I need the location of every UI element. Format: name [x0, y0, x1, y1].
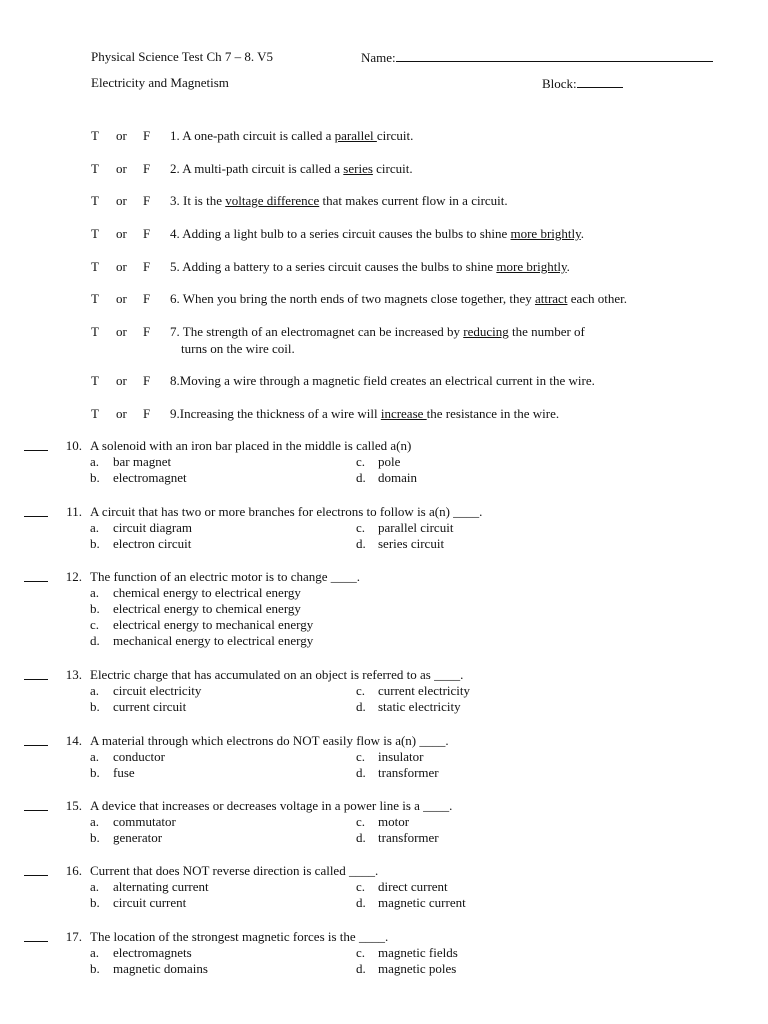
false-option[interactable]: F: [143, 161, 151, 176]
answer-option[interactable]: series circuit: [378, 536, 445, 551]
true-option[interactable]: T: [91, 128, 99, 143]
tf-question: [0, 406, 768, 424]
statement-text: 4. Adding a light bulb to a series circuit causes the bulbs to shine: [170, 226, 511, 241]
question-text: The location of the strongest magnetic forces is the ____.: [90, 929, 389, 944]
option-letter: d.: [356, 699, 366, 714]
question-number: 10.: [65, 438, 82, 453]
or-text: or: [116, 259, 127, 274]
mc-question: [0, 733, 768, 783]
underlined-term: attract: [534, 291, 568, 306]
answer-option[interactable]: insulator: [378, 749, 424, 764]
option-letter: a.: [90, 520, 100, 535]
true-option[interactable]: T: [91, 373, 99, 388]
question-text: A solenoid with an iron bar placed in the middle is called a(n): [90, 438, 412, 453]
option-letter: c.: [356, 520, 366, 535]
mc-question: [0, 798, 768, 848]
false-option[interactable]: F: [143, 128, 151, 143]
answer-option[interactable]: parallel circuit: [378, 520, 454, 535]
question-number: 12.: [65, 569, 82, 584]
question-text: The function of an electric motor is to change ____.: [90, 569, 361, 584]
tf-statement: [170, 193, 508, 209]
true-option[interactable]: T: [91, 291, 99, 306]
answer-blank[interactable]: [24, 569, 48, 582]
underlined-term: parallel: [334, 128, 377, 143]
answer-option[interactable]: electrical energy to mechanical energy: [113, 617, 314, 632]
statement-text-end: circuit.: [376, 128, 414, 143]
false-option[interactable]: F: [143, 259, 151, 274]
answer-option[interactable]: static electricity: [378, 699, 461, 714]
option-letter: b.: [90, 470, 100, 485]
answer-option[interactable]: fuse: [113, 765, 135, 780]
answer-option[interactable]: mechanical energy to electrical energy: [113, 633, 314, 648]
name-blank[interactable]: [396, 49, 713, 62]
option-letter: c.: [90, 617, 100, 632]
tf-question: [0, 193, 768, 211]
question-text: Current that does NOT reverse direction is called ____.: [90, 863, 379, 878]
mc-question: [0, 929, 768, 979]
mc-question: [0, 863, 768, 913]
question-number: 16.: [65, 863, 82, 878]
answer-option[interactable]: magnetic domains: [113, 961, 208, 976]
tf-statement: [170, 324, 585, 340]
false-option[interactable]: F: [143, 193, 151, 208]
tf-statement: [170, 161, 413, 177]
mc-question: [0, 438, 768, 488]
answer-option[interactable]: electromagnets: [113, 945, 192, 960]
answer-blank[interactable]: [24, 667, 48, 680]
tf-statement: [170, 406, 559, 422]
answer-option[interactable]: generator: [113, 830, 163, 845]
statement-text: 7. The strength of an electromagnet can be increased by: [170, 324, 464, 339]
question-number: 17.: [65, 929, 82, 944]
or-text: or: [116, 128, 127, 143]
false-option[interactable]: F: [143, 373, 151, 388]
or-text: or: [116, 406, 127, 421]
answer-blank[interactable]: [24, 929, 48, 942]
statement-text-end: circuit.: [372, 161, 413, 176]
mc-question: [0, 504, 768, 554]
true-option[interactable]: T: [91, 406, 99, 421]
answer-option[interactable]: alternating current: [113, 879, 209, 894]
true-option[interactable]: T: [91, 226, 99, 241]
false-option[interactable]: F: [143, 324, 151, 339]
option-letter: d.: [90, 633, 100, 648]
tf-statement-continued: turns on the wire coil.: [181, 341, 295, 356]
question-text: A device that increases or decreases voltage in a power line is a ____.: [90, 798, 453, 813]
statement-text: 5. Adding a battery to a series circuit causes the bulbs to shine: [170, 259, 497, 274]
option-letter: a.: [90, 814, 100, 829]
statement-text-end: .: [566, 259, 570, 274]
answer-option[interactable]: motor: [378, 814, 410, 829]
tf-statement: [170, 373, 595, 389]
name-field[interactable]: [361, 49, 713, 66]
block-blank[interactable]: [577, 75, 623, 88]
question-text: A circuit that has two or more branches for electrons to follow is a(n) ____.: [90, 504, 483, 519]
answer-option[interactable]: commutator: [113, 814, 176, 829]
block-field[interactable]: [542, 75, 623, 92]
option-letter: a.: [90, 879, 100, 894]
underlined-term: voltage difference: [225, 193, 320, 208]
answer-option[interactable]: current electricity: [378, 683, 471, 698]
answer-option[interactable]: chemical energy to electrical energy: [113, 585, 301, 600]
option-letter: c.: [356, 683, 366, 698]
option-letter: d.: [356, 470, 366, 485]
answer-option[interactable]: magnetic poles: [378, 961, 457, 976]
question-number: 15.: [65, 798, 82, 813]
statement-text: 1. A one-path circuit is called a: [170, 128, 335, 143]
option-letter: b.: [90, 601, 100, 616]
tf-statement: [170, 226, 584, 242]
option-letter: b.: [90, 536, 100, 551]
answer-option[interactable]: transformer: [378, 830, 439, 845]
tf-question: [0, 259, 768, 277]
name-label: Name:: [361, 50, 396, 65]
statement-text: 8.Moving a wire through a magnetic field creates an electrical current in the wire.: [170, 373, 595, 388]
question-number: 13.: [65, 667, 82, 682]
option-letter: b.: [90, 765, 100, 780]
underlined-term: increase: [380, 406, 427, 421]
answer-option[interactable]: transformer: [378, 765, 439, 780]
tf-question: [0, 291, 768, 309]
true-option[interactable]: T: [91, 193, 99, 208]
option-letter: a.: [90, 454, 100, 469]
tf-statement: [170, 259, 570, 275]
option-letter: a.: [90, 585, 100, 600]
mc-question: [0, 667, 768, 717]
statement-text: 3. It is the: [170, 193, 226, 208]
true-option[interactable]: T: [91, 259, 99, 274]
statement-text-end: the number of: [508, 324, 585, 339]
answer-blank[interactable]: [24, 733, 48, 746]
test-subtitle: Electricity and Magnetism: [91, 75, 229, 90]
option-letter: c.: [356, 814, 366, 829]
underlined-term: series: [343, 161, 373, 176]
true-option[interactable]: T: [91, 161, 99, 176]
or-text: or: [116, 373, 127, 388]
option-letter: b.: [90, 895, 100, 910]
option-letter: c.: [356, 454, 366, 469]
answer-option[interactable]: bar magnet: [113, 454, 172, 469]
question-text: A material through which electrons do NOT easily flow is a(n) ____.: [90, 733, 449, 748]
option-letter: a.: [90, 945, 100, 960]
false-option[interactable]: F: [143, 406, 151, 421]
underlined-term: more brightly: [496, 259, 567, 274]
answer-blank[interactable]: [24, 438, 48, 451]
answer-option[interactable]: magnetic fields: [378, 945, 458, 960]
answer-blank[interactable]: [24, 504, 48, 517]
option-letter: c.: [356, 749, 366, 764]
answer-blank[interactable]: [24, 798, 48, 811]
false-option[interactable]: F: [143, 291, 151, 306]
or-text: or: [116, 226, 127, 241]
answer-option[interactable]: electron circuit: [113, 536, 192, 551]
statement-text: 6. When you bring the north ends of two magnets close together, they: [170, 291, 535, 306]
tf-statement: [170, 128, 413, 144]
answer-option[interactable]: magnetic current: [378, 895, 466, 910]
statement-text-end: each other.: [567, 291, 628, 306]
answer-option[interactable]: circuit electricity: [113, 683, 202, 698]
tf-question: [0, 128, 768, 146]
false-option[interactable]: F: [143, 226, 151, 241]
tf-question: [0, 161, 768, 179]
question-number: 11.: [66, 504, 82, 519]
answer-option[interactable]: electrical energy to chemical energy: [113, 601, 301, 616]
underlined-term: reducing: [463, 324, 509, 339]
statement-text-end: .: [580, 226, 585, 241]
question-text: Electric charge that has accumulated on an object is referred to as ____.: [90, 667, 464, 682]
tf-question: [0, 226, 768, 244]
option-letter: d.: [356, 765, 366, 780]
statement-text: 9.Increasing the thickness of a wire will: [170, 406, 381, 421]
answer-option[interactable]: circuit current: [113, 895, 187, 910]
answer-option[interactable]: pole: [378, 454, 401, 469]
or-text: or: [116, 324, 127, 339]
statement-text-end: that makes current flow in a circuit.: [319, 193, 508, 208]
answer-option[interactable]: direct current: [378, 879, 448, 894]
statement-text-end: the resistance in the wire.: [426, 406, 560, 421]
answer-blank[interactable]: [24, 863, 48, 876]
option-letter: d.: [356, 536, 366, 551]
answer-option[interactable]: electromagnet: [113, 470, 187, 485]
option-letter: d.: [356, 895, 366, 910]
statement-text: 2. A multi-path circuit is called a: [170, 161, 344, 176]
tf-statement: [170, 291, 627, 307]
tf-question: [0, 324, 768, 342]
true-option[interactable]: T: [91, 324, 99, 339]
option-letter: d.: [356, 830, 366, 845]
block-label: Block:: [542, 76, 577, 91]
option-letter: a.: [90, 683, 100, 698]
option-letter: d.: [356, 961, 366, 976]
answer-option[interactable]: circuit diagram: [113, 520, 193, 535]
tf-question: [0, 373, 768, 391]
test-title: Physical Science Test Ch 7 – 8. V5: [91, 49, 274, 64]
underlined-term: more brightly: [510, 226, 581, 241]
or-text: or: [116, 291, 127, 306]
option-letter: a.: [90, 749, 100, 764]
option-letter: c.: [356, 945, 366, 960]
answer-option[interactable]: conductor: [113, 749, 165, 764]
question-number: 14.: [65, 733, 82, 748]
mc-question: [0, 569, 768, 651]
answer-option[interactable]: domain: [378, 470, 417, 485]
or-text: or: [116, 193, 127, 208]
answer-option[interactable]: current circuit: [113, 699, 187, 714]
option-letter: c.: [356, 879, 366, 894]
or-text: or: [116, 161, 127, 176]
option-letter: b.: [90, 830, 100, 845]
option-letter: b.: [90, 961, 100, 976]
option-letter: b.: [90, 699, 100, 714]
